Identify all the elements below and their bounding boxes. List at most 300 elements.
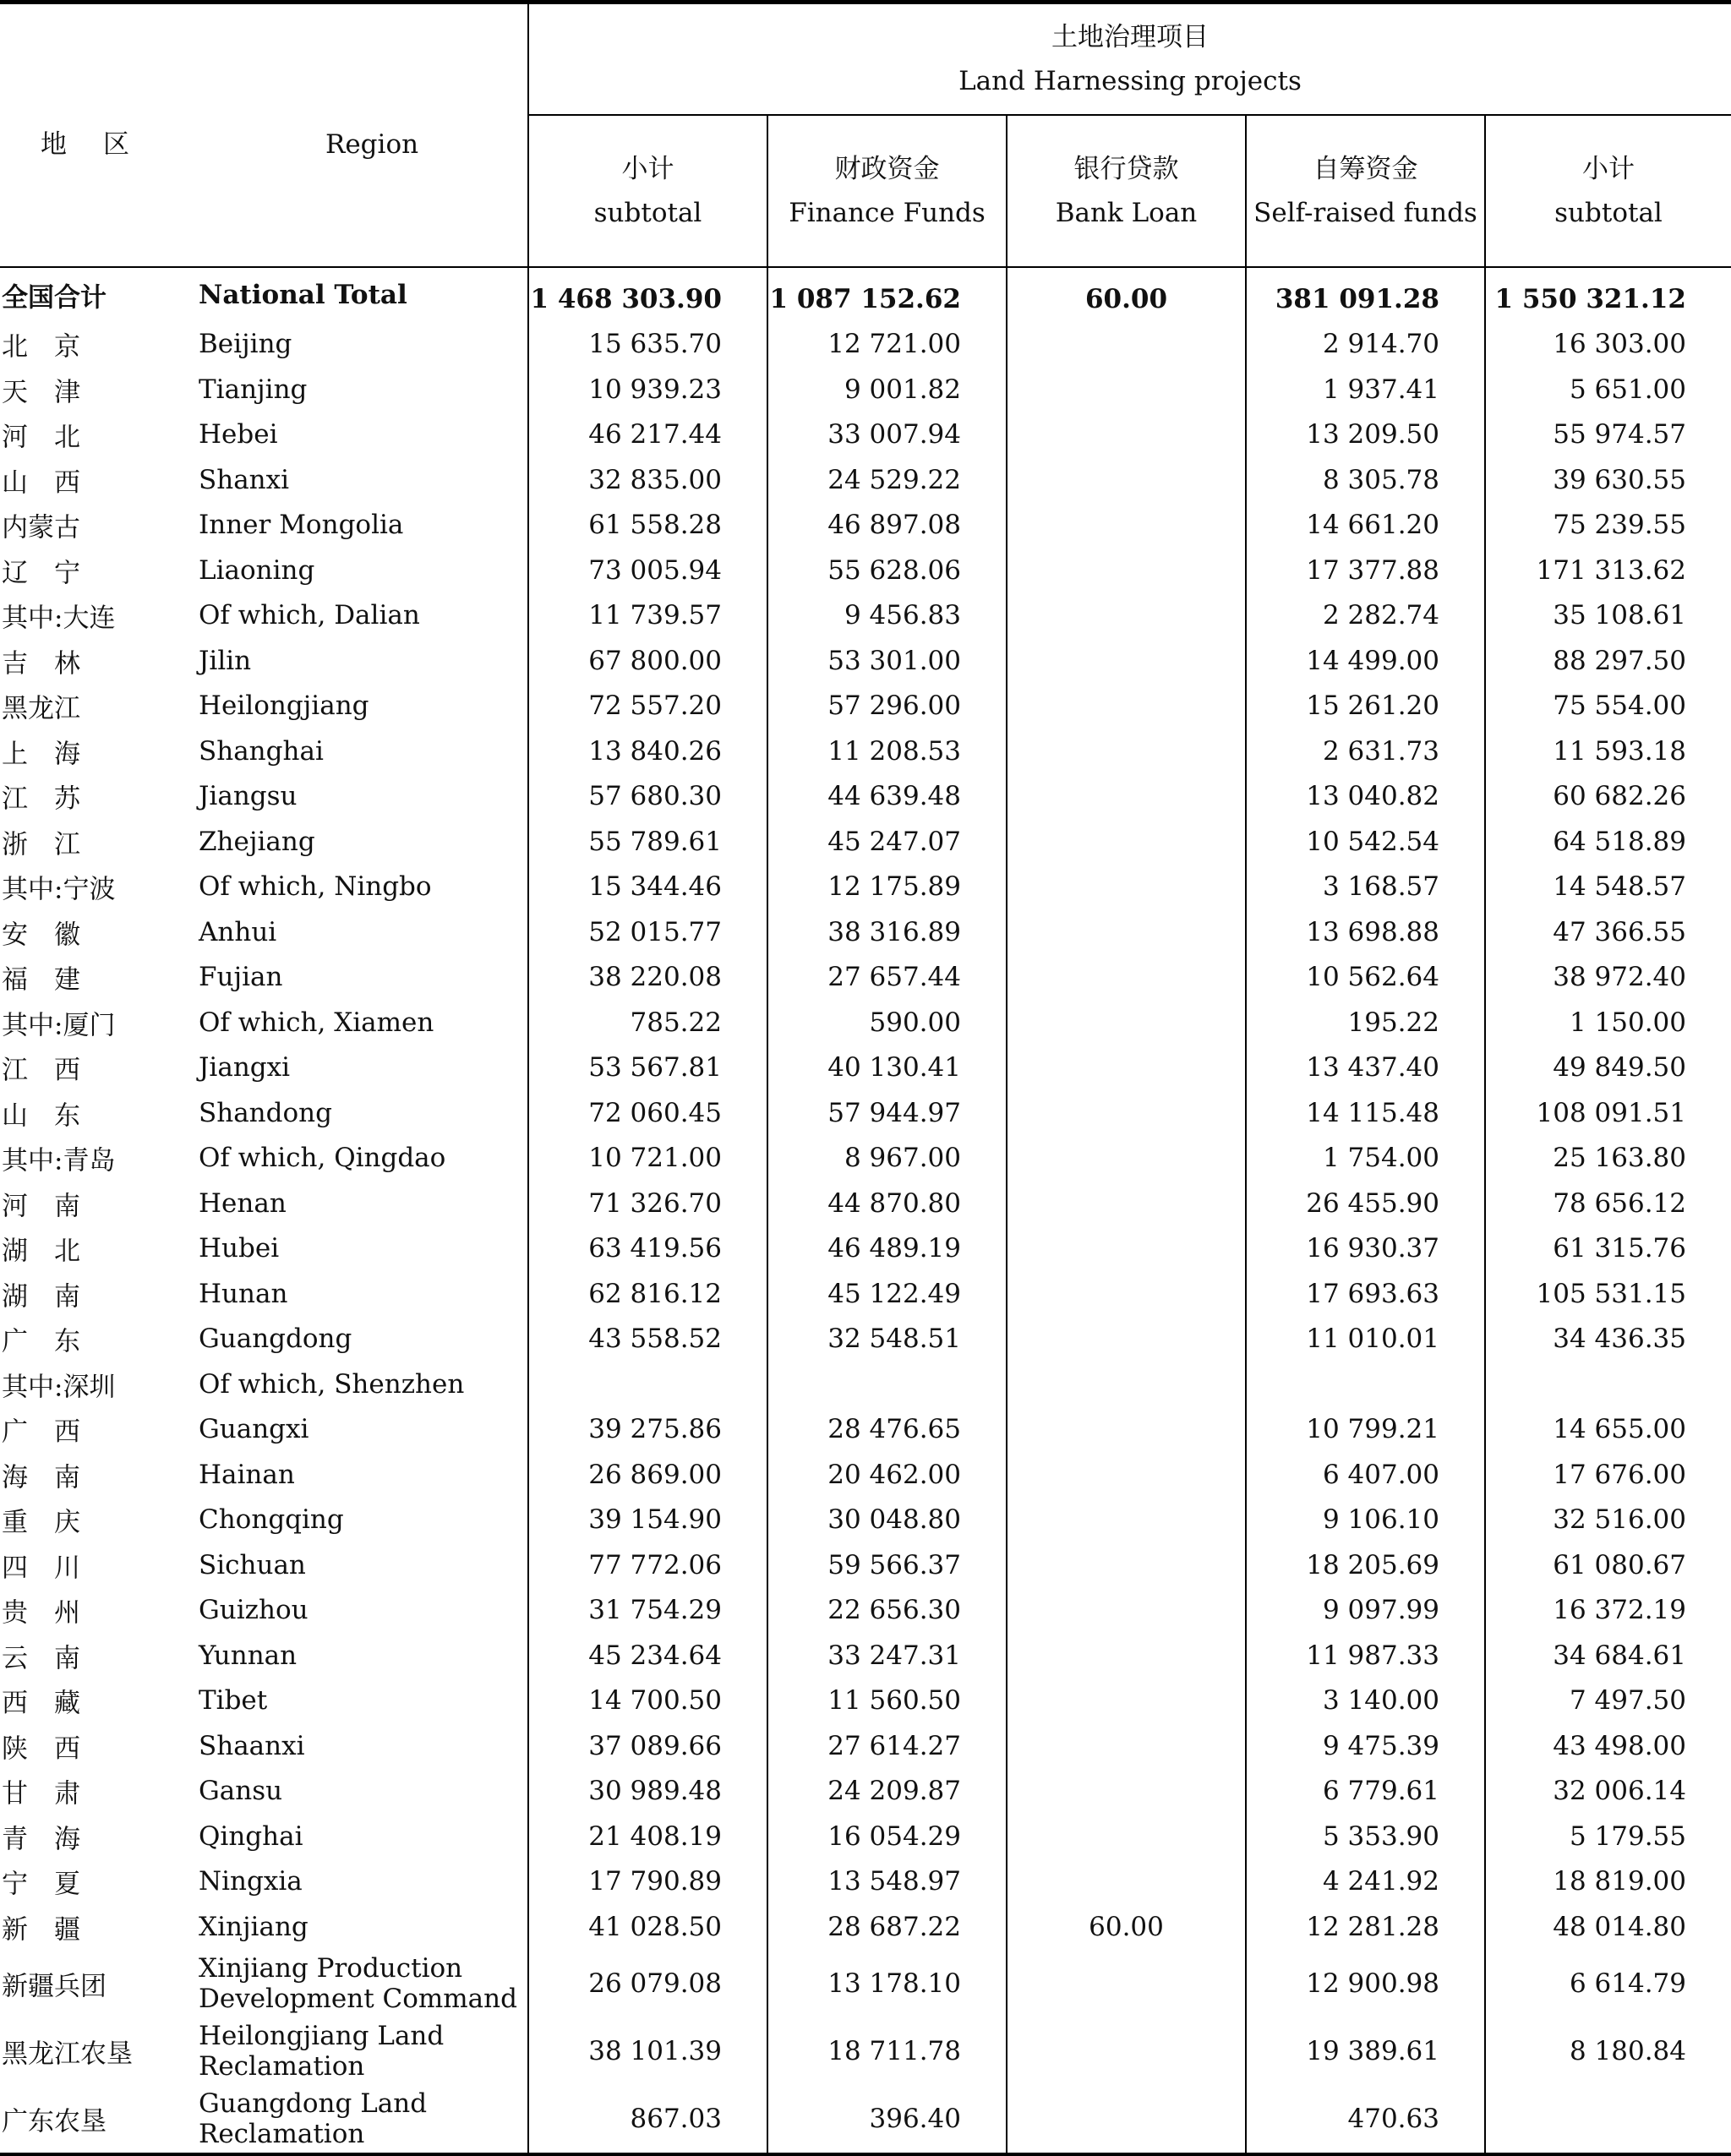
value-cell: 10 562.64 [1246,955,1485,1001]
region-name-en: Of which, Qingdao [199,1143,446,1174]
value-cell: 11 593.18 [1485,729,1731,774]
region-name-en: Qinghai [199,1820,303,1852]
region-name-en: Beijing [199,329,292,360]
table-row [0,1859,1731,1905]
col-header-finance-funds [767,115,1007,267]
value-cell: 14 655.00 [1485,1407,1731,1453]
value-cell: 14 700.50 [528,1678,767,1724]
value-cell: 9 097.99 [1246,1588,1485,1634]
value-cell: 14 499.00 [1246,638,1485,684]
region-cell [0,1859,528,1905]
region-name-en: Yunnan [199,1640,298,1671]
value-cell: 11 560.50 [767,1678,1007,1724]
value-cell: 18 205.69 [1246,1542,1485,1588]
table-row [0,1045,1731,1091]
value-cell: 44 870.80 [767,1181,1007,1226]
col-header-bank-loan [1007,115,1246,267]
table-row [0,1633,1731,1678]
region-name-zh: 上 海 [2,739,80,770]
region-cell [0,955,528,1001]
value-cell: 39 275.86 [528,1407,767,1453]
table-row [0,1090,1731,1136]
region-cell [0,412,528,458]
col-header-en: subtotal [593,198,702,228]
value-cell: 105 531.15 [1485,1271,1731,1317]
table-body [0,267,1731,2154]
value-cell: 19 389.61 [1246,2017,1485,2085]
value-cell: 396.40 [767,2085,1007,2154]
value-cell [1007,1407,1246,1453]
value-cell: 1 550 321.12 [1485,267,1731,322]
region-name-en: Tianjing [199,374,308,405]
table-row [0,819,1731,865]
region-cell [0,1136,528,1182]
value-cell [1007,548,1246,593]
region-cell [0,1542,528,1588]
region-cell [0,503,528,549]
col-header-en: Bank Loan [1055,198,1198,228]
region-name-zh: 内蒙古 [2,512,80,543]
region-name-en: Hunan [199,1278,288,1309]
region-cell [0,684,528,729]
value-cell: 55 789.61 [528,819,767,865]
value-cell: 57 944.97 [767,1090,1007,1136]
value-cell [1485,1362,1731,1407]
value-cell: 44 639.48 [767,774,1007,820]
region-cell [0,1407,528,1453]
region-cell [0,774,528,820]
region-name-en: Henan [199,1187,287,1219]
region-name-zh: 云 南 [2,1643,80,1674]
value-cell: 43 558.52 [528,1317,767,1362]
value-cell: 45 247.07 [767,819,1007,865]
region-cell [0,2085,528,2154]
value-cell: 1 754.00 [1246,1136,1485,1182]
value-cell: 12 900.98 [1246,1950,1485,2017]
table-row [0,1000,1731,1045]
value-cell [1007,2085,1246,2154]
region-cell [0,2017,528,2085]
value-cell: 10 542.54 [1246,819,1485,865]
value-cell: 6 407.00 [1246,1452,1485,1498]
region-cell [0,1362,528,1407]
value-cell: 38 101.39 [528,2017,767,2085]
value-cell: 15 261.20 [1246,684,1485,729]
region-cell [0,909,528,955]
value-cell: 2 914.70 [1246,322,1485,368]
table-row [0,1271,1731,1317]
value-cell [1007,1678,1246,1724]
table-row [0,503,1731,549]
value-cell: 16 372.19 [1485,1588,1731,1634]
value-cell: 61 315.76 [1485,1226,1731,1272]
region-name-zh: 贵 州 [2,1597,80,1629]
value-cell: 75 554.00 [1485,684,1731,729]
value-cell: 32 548.51 [767,1317,1007,1362]
value-cell: 5 353.90 [1246,1814,1485,1859]
value-cell: 30 048.80 [767,1498,1007,1543]
table-row [0,1362,1731,1407]
region-name-en: Xinjiang [199,1911,309,1942]
region-name-en: Shanxi [199,464,290,495]
value-cell [1007,1045,1246,1091]
value-cell: 55 974.57 [1485,412,1731,458]
value-cell: 60.00 [1007,267,1246,322]
region-name-en: Heilongjiang Land Reclamation [199,2020,445,2082]
value-cell: 7 497.50 [1485,1678,1731,1724]
value-cell: 2 631.73 [1246,729,1485,774]
value-cell: 17 790.89 [528,1859,767,1905]
value-cell: 13 040.82 [1246,774,1485,820]
table-row [0,2017,1731,2085]
col-header-zh: 银行贷款 [1073,154,1179,184]
region-cell [0,1000,528,1045]
value-cell [1007,457,1246,503]
value-cell [1007,1090,1246,1136]
region-name-zh: 黑龙江农垦 [2,2039,133,2069]
value-cell [1007,1000,1246,1045]
value-cell [1007,1814,1246,1859]
region-name-en: Xinjiang Production Development Command [199,1952,517,2014]
value-cell [1485,2085,1731,2154]
region-name-zh: 江 苏 [2,783,80,815]
region-name-en: Zhejiang [199,826,315,857]
value-cell: 34 684.61 [1485,1633,1731,1678]
region-name-zh: 其中:宁波 [2,874,116,905]
region-name-en: Gansu [199,1776,283,1807]
value-cell: 867.03 [528,2085,767,2154]
region-name-zh: 山 西 [2,467,80,499]
value-cell: 5 179.55 [1485,1814,1731,1859]
value-cell: 26 455.90 [1246,1181,1485,1226]
value-cell: 30 989.48 [528,1769,767,1815]
region-name-zh: 甘 肃 [2,1778,80,1809]
value-cell: 16 303.00 [1485,322,1731,368]
value-cell: 12 281.28 [1246,1904,1485,1950]
col-header-subtotal-2 [1485,115,1731,267]
value-cell [1007,1452,1246,1498]
value-cell: 38 316.89 [767,909,1007,955]
table-row [0,1950,1731,2017]
value-cell: 13 698.88 [1246,909,1485,955]
value-cell: 6 614.79 [1485,1950,1731,2017]
region-cell [0,457,528,503]
region-name-zh: 新 疆 [2,1914,80,1946]
value-cell: 470.63 [1246,2085,1485,2154]
value-cell: 24 209.87 [767,1769,1007,1815]
value-cell: 60.00 [1007,1904,1246,1950]
value-cell: 16 054.29 [767,1814,1007,1859]
region-name-en: Shaanxi [199,1730,305,1761]
value-cell: 72 557.20 [528,684,767,729]
value-cell [1007,367,1246,412]
table-row [0,1588,1731,1634]
value-cell: 13 178.10 [767,1950,1007,2017]
value-cell: 8 180.84 [1485,2017,1731,2085]
region-name-zh: 河 南 [2,1191,80,1222]
value-cell: 2 282.74 [1246,593,1485,639]
value-cell: 39 630.55 [1485,457,1731,503]
value-cell: 53 301.00 [767,638,1007,684]
region-name-en: Guangdong Land Reclamation [199,2088,428,2149]
value-cell [1007,1271,1246,1317]
region-name-zh: 其中:厦门 [2,1010,116,1041]
region-header-en: Region [325,129,419,160]
region-name-en: Guizhou [199,1595,309,1626]
region-cell [0,1317,528,1362]
table-row [0,457,1731,503]
value-cell [767,1362,1007,1407]
table-row [0,865,1731,910]
region-name-zh: 广东农垦 [2,2106,106,2137]
table-row [0,1317,1731,1362]
value-cell [1007,1633,1246,1678]
value-cell: 32 835.00 [528,457,767,503]
value-cell: 46 217.44 [528,412,767,458]
value-cell: 12 175.89 [767,865,1007,910]
value-cell: 13 548.97 [767,1859,1007,1905]
value-cell: 41 028.50 [528,1904,767,1950]
value-cell [1007,593,1246,639]
table-row [0,909,1731,955]
value-cell: 10 721.00 [528,1136,767,1182]
region-name-zh: 北 京 [2,331,80,363]
region-cell [0,593,528,639]
region-header-cell [0,3,528,268]
value-cell [1007,1362,1246,1407]
region-name-en: Of which, Dalian [199,600,420,631]
value-cell [1007,955,1246,1001]
value-cell: 53 567.81 [528,1045,767,1091]
table-row [0,1181,1731,1226]
region-name-en: Fujian [199,962,283,993]
region-name-en: Tibet [199,1685,268,1717]
table-row [0,367,1731,412]
value-cell [1007,1542,1246,1588]
region-name-en: Anhui [199,916,277,947]
value-cell: 590.00 [767,1000,1007,1045]
value-cell: 18 819.00 [1485,1859,1731,1905]
region-name-zh: 河 北 [2,422,80,453]
table-row [0,955,1731,1001]
col-header-en: subtotal [1554,198,1663,228]
value-cell: 48 014.80 [1485,1904,1731,1950]
region-name-zh: 黑龙江 [2,693,80,724]
value-cell: 60 682.26 [1485,774,1731,820]
region-name-en: Jiangsu [199,781,298,812]
table-row [0,1226,1731,1272]
region-name-zh: 广 东 [2,1326,80,1357]
region-cell [0,1723,528,1769]
region-name-zh: 其中:青岛 [2,1145,116,1176]
region-name-en: Of which, Xiamen [199,1007,434,1038]
value-cell: 26 869.00 [528,1452,767,1498]
value-cell: 11 987.33 [1246,1633,1485,1678]
value-cell: 9 475.39 [1246,1723,1485,1769]
region-name-en: Hebei [199,419,278,450]
value-cell: 61 558.28 [528,503,767,549]
table-row [0,1452,1731,1498]
region-name-zh: 江 西 [2,1055,80,1086]
value-cell: 27 657.44 [767,955,1007,1001]
value-cell: 14 548.57 [1485,865,1731,910]
region-name-en: Of which, Shenzhen [199,1368,465,1400]
region-name-zh: 湖 北 [2,1236,80,1267]
region-cell [0,1452,528,1498]
value-cell: 381 091.28 [1246,267,1485,322]
value-cell: 77 772.06 [528,1542,767,1588]
region-name-zh: 安 徽 [2,920,80,951]
value-cell [1007,1498,1246,1543]
region-name-en: Inner Mongolia [199,510,404,541]
value-cell: 16 930.37 [1246,1226,1485,1272]
region-name-zh: 新疆兵团 [2,1971,106,2001]
value-cell: 18 711.78 [767,2017,1007,2085]
col-header-zh: 自筹资金 [1313,154,1418,184]
value-cell: 75 239.55 [1485,503,1731,549]
table-row [0,638,1731,684]
col-header-en: Finance Funds [789,198,986,228]
value-cell: 88 297.50 [1485,638,1731,684]
value-cell: 6 779.61 [1246,1769,1485,1815]
value-cell: 13 437.40 [1246,1045,1485,1091]
region-name-zh: 广 西 [2,1416,80,1448]
region-name-zh: 宁 夏 [2,1869,80,1900]
value-cell [1007,1588,1246,1634]
region-cell [0,638,528,684]
group-header-en: Land Harnessing projects [958,66,1302,96]
value-cell: 47 366.55 [1485,909,1731,955]
value-cell: 8 305.78 [1246,457,1485,503]
value-cell: 39 154.90 [528,1498,767,1543]
value-cell: 78 656.12 [1485,1181,1731,1226]
value-cell: 8 967.00 [767,1136,1007,1182]
table-row [0,1723,1731,1769]
region-name-en: Hainan [199,1459,295,1490]
region-cell [0,1226,528,1272]
region-name-en: Hubei [199,1233,280,1264]
region-cell [0,322,528,368]
value-cell: 45 122.49 [767,1271,1007,1317]
value-cell: 13 840.26 [528,729,767,774]
table-row [0,1136,1731,1182]
value-cell: 38 972.40 [1485,955,1731,1001]
region-cell [0,1633,528,1678]
region-name-zh: 陕 西 [2,1733,80,1765]
table-row [0,322,1731,368]
value-cell: 40 130.41 [767,1045,1007,1091]
col-header-zh: 小计 [621,154,674,184]
region-name-en: National Total [199,279,407,310]
table-row [0,548,1731,593]
table-row [0,1904,1731,1950]
value-cell: 1 087 152.62 [767,267,1007,322]
value-cell [1007,729,1246,774]
region-cell [0,1904,528,1950]
value-cell: 71 326.70 [528,1181,767,1226]
region-name-en: Guangxi [199,1414,309,1445]
region-cell [0,1045,528,1091]
value-cell: 11 208.53 [767,729,1007,774]
region-name-en: Guangdong [199,1324,352,1355]
value-cell [1007,909,1246,955]
value-cell: 17 377.88 [1246,548,1485,593]
value-cell: 28 476.65 [767,1407,1007,1453]
value-cell: 26 079.08 [528,1950,767,2017]
region-cell [0,729,528,774]
value-cell: 10 939.23 [528,367,767,412]
region-cell [0,1769,528,1815]
region-name-en: Sichuan [199,1549,306,1580]
value-cell: 46 489.19 [767,1226,1007,1272]
value-cell: 57 296.00 [767,684,1007,729]
region-cell [0,267,528,322]
value-cell [1007,1723,1246,1769]
value-cell: 31 754.29 [528,1588,767,1634]
value-cell: 108 091.51 [1485,1090,1731,1136]
value-cell: 24 529.22 [767,457,1007,503]
table-row [0,774,1731,820]
value-cell [1007,819,1246,865]
value-cell: 12 721.00 [767,322,1007,368]
region-name-zh: 其中:大连 [2,603,116,634]
region-name-zh: 浙 江 [2,829,80,860]
region-name-en: Chongqing [199,1504,344,1536]
region-cell [0,1181,528,1226]
value-cell: 785.22 [528,1000,767,1045]
value-cell: 3 140.00 [1246,1678,1485,1724]
col-header-en: Self-raised funds [1253,198,1477,228]
region-cell [0,865,528,910]
table-row [0,729,1731,774]
value-cell: 57 680.30 [528,774,767,820]
value-cell: 5 651.00 [1485,367,1731,412]
value-cell: 67 800.00 [528,638,767,684]
region-cell [0,1271,528,1317]
region-name-zh: 天 津 [2,377,80,408]
value-cell [1007,684,1246,729]
value-cell: 37 089.66 [528,1723,767,1769]
table-row [0,1498,1731,1543]
value-cell: 171 313.62 [1485,548,1731,593]
value-cell: 10 799.21 [1246,1407,1485,1453]
value-cell: 1 937.41 [1246,367,1485,412]
value-cell [1007,1181,1246,1226]
value-cell [528,1362,767,1407]
region-name-zh: 重 庆 [2,1507,80,1538]
value-cell [1007,1769,1246,1815]
region-name-zh: 西 藏 [2,1688,80,1719]
region-name-zh: 全国合计 [2,282,106,314]
value-cell: 14 115.48 [1246,1090,1485,1136]
value-cell: 72 060.45 [528,1090,767,1136]
value-cell: 28 687.22 [767,1904,1007,1950]
region-cell [0,367,528,412]
region-name-en: Of which, Ningbo [199,871,432,903]
value-cell: 34 436.35 [1485,1317,1731,1362]
value-cell [1007,1226,1246,1272]
col-header-self-raised [1246,115,1485,267]
value-cell [1246,1362,1485,1407]
value-cell: 9 456.83 [767,593,1007,639]
value-cell: 27 614.27 [767,1723,1007,1769]
value-cell [1007,322,1246,368]
value-cell: 52 015.77 [528,909,767,955]
table-row [0,684,1731,729]
region-name-zh: 四 川 [2,1553,80,1584]
value-cell: 49 849.50 [1485,1045,1731,1091]
region-name-zh: 青 海 [2,1824,80,1855]
